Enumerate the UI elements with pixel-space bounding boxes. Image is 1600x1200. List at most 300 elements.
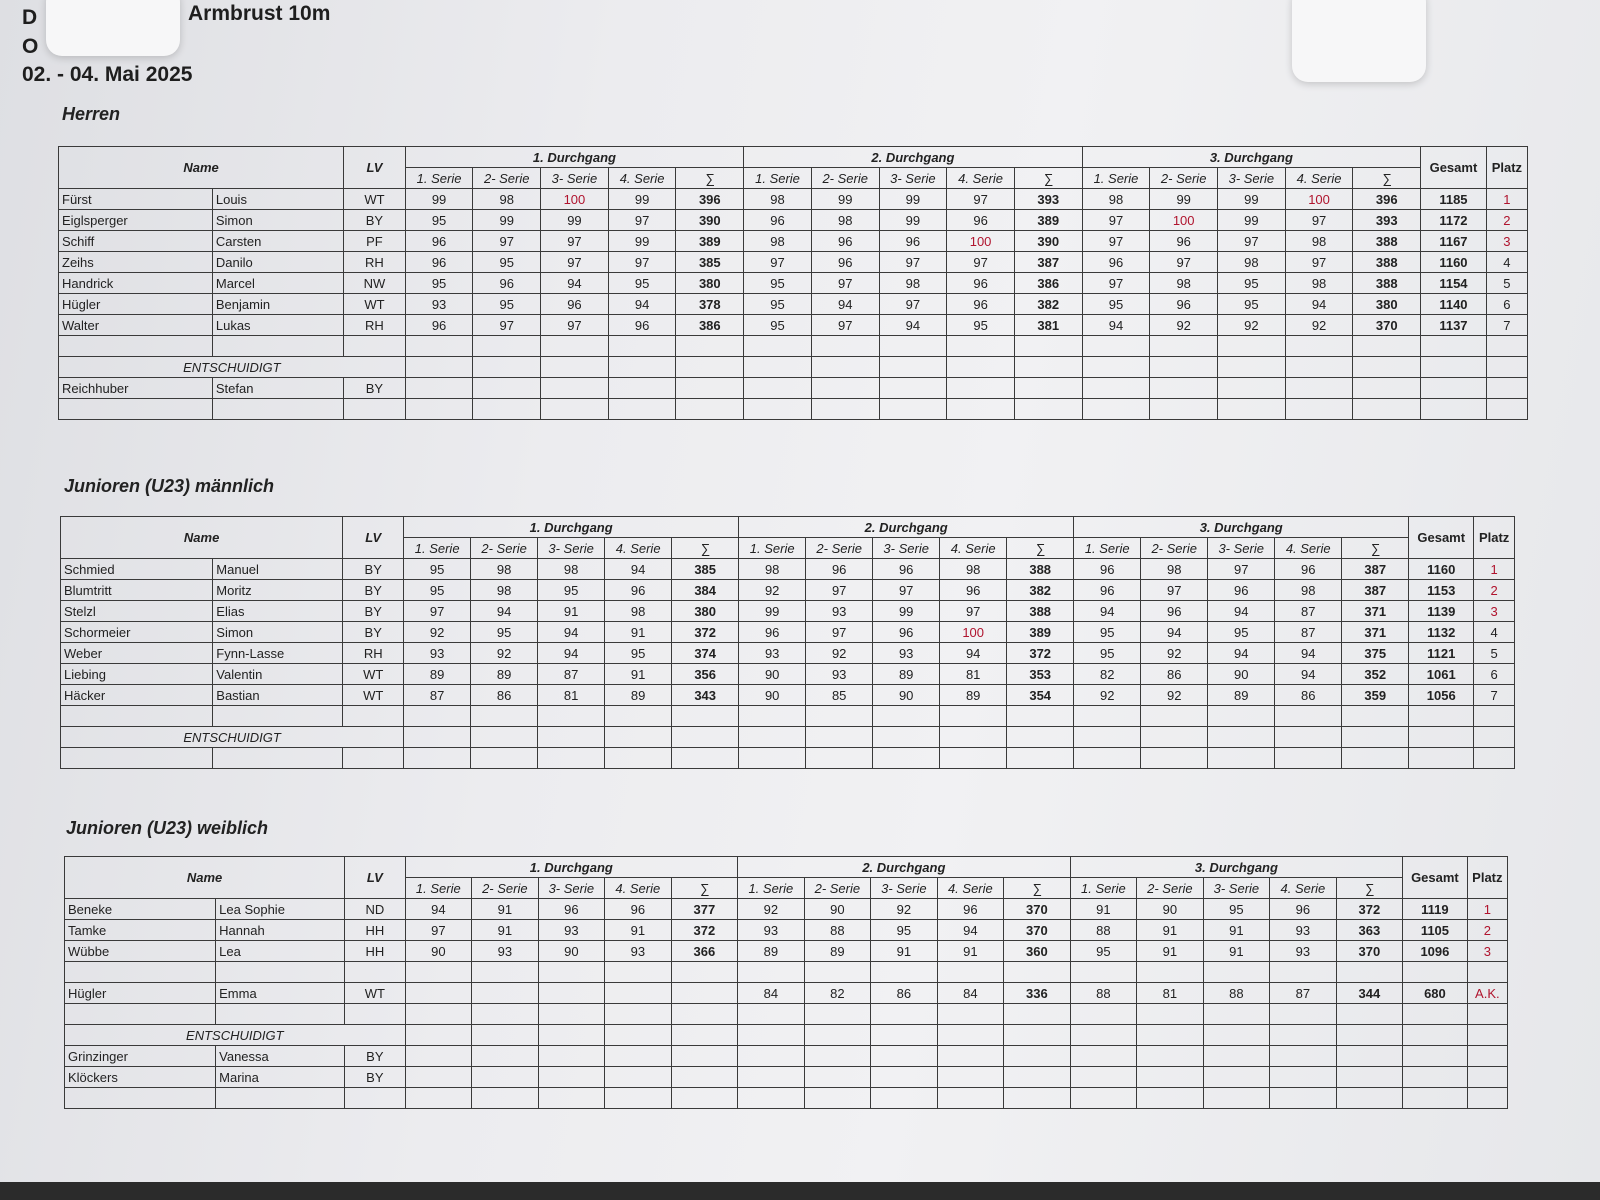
empty-cell <box>1474 748 1515 769</box>
series-sum: 372 <box>1336 899 1403 920</box>
series-score: 90 <box>873 685 940 706</box>
series-score: 81 <box>538 685 605 706</box>
series-header: 4. Serie <box>605 538 672 559</box>
series-score <box>1203 1046 1270 1067</box>
empty-cell <box>405 399 473 420</box>
lv-code: RH <box>343 643 404 664</box>
series-score: 99 <box>1150 189 1218 210</box>
series-score: 97 <box>1218 231 1286 252</box>
series-header: 4. Serie <box>1270 878 1337 899</box>
table-row <box>59 189 1528 210</box>
series-header: 3- Serie <box>871 878 938 899</box>
rank-header: Platz <box>1474 517 1515 559</box>
series-score <box>1137 1067 1204 1088</box>
empty-cell <box>879 399 947 420</box>
series-score: 88 <box>1070 983 1137 1004</box>
series-score: 88 <box>1203 983 1270 1004</box>
empty-cell <box>473 336 541 357</box>
empty-cell <box>811 336 879 357</box>
series-score: 89 <box>804 941 871 962</box>
series-sum <box>1004 1046 1071 1067</box>
empty-cell <box>1203 1025 1270 1046</box>
empty-cell <box>1137 1088 1204 1109</box>
first-name: Fynn-Lasse <box>213 643 343 664</box>
results-table-junioren-m <box>60 516 1515 769</box>
series-score: 94 <box>1275 664 1342 685</box>
series-score <box>871 1067 938 1088</box>
series-sum: 372 <box>672 622 739 643</box>
series-score: 96 <box>739 622 806 643</box>
series-score: 94 <box>1208 601 1275 622</box>
series-sum <box>1336 1046 1403 1067</box>
excused-label: ENTSCHUIDIGT <box>65 1025 406 1046</box>
series-score: 99 <box>879 189 947 210</box>
series-header: 2- Serie <box>804 878 871 899</box>
rank-header: Platz <box>1486 147 1527 189</box>
empty-cell <box>1203 1004 1270 1025</box>
series-sum: 389 <box>1007 622 1074 643</box>
series-sum: 374 <box>672 643 739 664</box>
rank: 3 <box>1486 231 1527 252</box>
rank <box>1467 1046 1507 1067</box>
section-title-junioren-w: Junioren (U23) weiblich <box>66 818 269 838</box>
series-score: 93 <box>472 941 539 962</box>
table-row <box>65 962 1508 983</box>
paper-clip <box>46 0 180 56</box>
lv-code: NW <box>344 273 406 294</box>
empty-cell <box>1150 357 1218 378</box>
empty-cell <box>873 748 940 769</box>
series-sum: 353 <box>1007 664 1074 685</box>
first-name: Moritz <box>213 580 343 601</box>
first-name: Lukas <box>212 315 343 336</box>
table-row <box>65 1046 1508 1067</box>
table-row <box>65 983 1508 1004</box>
empty-cell <box>672 748 739 769</box>
series-score: 93 <box>739 643 806 664</box>
rank: 7 <box>1486 315 1527 336</box>
empty-cell <box>804 962 871 983</box>
series-score: 97 <box>1082 231 1150 252</box>
series-header: 4. Serie <box>605 878 672 899</box>
series-sum <box>671 1067 738 1088</box>
series-sum: 370 <box>1004 920 1071 941</box>
total-score: 1119 <box>1403 899 1467 920</box>
series-score: 97 <box>608 252 676 273</box>
series-header: 1. Serie <box>405 168 473 189</box>
series-sum: 370 <box>1353 315 1421 336</box>
series-score: 94 <box>1074 601 1141 622</box>
empty-cell <box>1270 1004 1337 1025</box>
rank: 4 <box>1486 252 1527 273</box>
series-score: 92 <box>1074 685 1141 706</box>
empty-cell <box>1467 1025 1507 1046</box>
lv-code: WT <box>345 983 405 1004</box>
empty-cell <box>405 1025 472 1046</box>
empty-cell <box>1270 1025 1337 1046</box>
empty-cell <box>538 727 605 748</box>
empty-cell <box>671 1004 738 1025</box>
table-row <box>59 273 1528 294</box>
series-score <box>405 1046 472 1067</box>
empty-cell <box>1007 706 1074 727</box>
empty-cell <box>871 1004 938 1025</box>
series-score: 91 <box>538 601 605 622</box>
series-score: 97 <box>1285 210 1353 231</box>
series-score: 90 <box>739 685 806 706</box>
lv-code: HH <box>345 920 405 941</box>
series-score: 91 <box>1137 941 1204 962</box>
series-score: 85 <box>806 685 873 706</box>
series-score: 89 <box>605 685 672 706</box>
series-sum: 366 <box>671 941 738 962</box>
series-score: 92 <box>1150 315 1218 336</box>
first-name: Stefan <box>212 378 343 399</box>
series-score: 88 <box>804 920 871 941</box>
first-name: Carsten <box>212 231 343 252</box>
table-row <box>59 231 1528 252</box>
series-score <box>405 378 473 399</box>
series-score: 93 <box>605 941 672 962</box>
empty-cell <box>1203 1088 1270 1109</box>
name-header: Name <box>61 517 343 559</box>
empty-cell <box>1137 1004 1204 1025</box>
last-name: Walter <box>59 315 213 336</box>
series-header: 1. Serie <box>1070 878 1137 899</box>
series-score <box>1285 378 1353 399</box>
series-score: 99 <box>873 601 940 622</box>
empty-cell <box>738 1025 805 1046</box>
rank: 1 <box>1486 189 1527 210</box>
table-row <box>61 727 1515 748</box>
empty-cell <box>744 357 812 378</box>
empty-cell <box>1082 357 1150 378</box>
series-score: 96 <box>605 580 672 601</box>
series-score: 95 <box>538 580 605 601</box>
series-sum <box>1014 378 1082 399</box>
empty-cell <box>59 336 213 357</box>
empty-cell <box>1004 1004 1071 1025</box>
total-score: 1153 <box>1409 580 1474 601</box>
lv-header: LV <box>344 147 406 189</box>
series-score: 96 <box>1141 601 1208 622</box>
last-name: Schmied <box>61 559 213 580</box>
series-header: 4. Serie <box>1275 538 1342 559</box>
empty-cell <box>1074 727 1141 748</box>
empty-cell <box>541 336 609 357</box>
empty-cell <box>1218 336 1286 357</box>
lv-header: LV <box>343 517 404 559</box>
series-score <box>1203 1067 1270 1088</box>
series-score: 95 <box>744 315 812 336</box>
series-score: 98 <box>744 231 812 252</box>
lv-code: BY <box>345 1067 405 1088</box>
empty-cell <box>404 727 471 748</box>
empty-cell <box>605 1088 672 1109</box>
series-score: 84 <box>937 983 1004 1004</box>
series-sum: 336 <box>1004 983 1071 1004</box>
series-score: 95 <box>1074 643 1141 664</box>
series-score: 95 <box>1218 273 1286 294</box>
series-header: 2- Serie <box>473 168 541 189</box>
series-score: 100 <box>947 231 1015 252</box>
series-score: 98 <box>1285 273 1353 294</box>
series-score: 95 <box>1218 294 1286 315</box>
empty-cell <box>806 727 873 748</box>
empty-cell <box>1285 357 1353 378</box>
empty-cell <box>216 1004 345 1025</box>
series-header: 4. Serie <box>947 168 1015 189</box>
empty-cell <box>65 1088 216 1109</box>
paper-clip <box>1292 0 1426 82</box>
series-score: 93 <box>873 643 940 664</box>
series-sum: 378 <box>676 294 744 315</box>
empty-cell <box>947 399 1015 420</box>
empty-cell <box>1218 399 1286 420</box>
event-title: Armbrust 10m <box>188 2 331 25</box>
rank: A.K. <box>1467 983 1507 1004</box>
empty-cell <box>1150 336 1218 357</box>
total-score: 1137 <box>1421 315 1487 336</box>
series-sum: 396 <box>676 189 744 210</box>
table-row <box>61 706 1515 727</box>
series-header: 4. Serie <box>937 878 1004 899</box>
empty-cell <box>65 1004 216 1025</box>
series-score: 82 <box>804 983 871 1004</box>
series-header: 2- Serie <box>472 878 539 899</box>
series-score: 95 <box>473 252 541 273</box>
series-score: 81 <box>1137 983 1204 1004</box>
series-score: 87 <box>1275 622 1342 643</box>
rank: 4 <box>1474 622 1515 643</box>
empty-cell <box>671 1088 738 1109</box>
series-header: 4. Serie <box>608 168 676 189</box>
series-score: 93 <box>404 643 471 664</box>
empty-cell <box>1004 962 1071 983</box>
last-name: Hügler <box>59 294 213 315</box>
lv-code: HH <box>345 941 405 962</box>
table-row <box>59 357 1528 378</box>
series-header: 3- Serie <box>538 538 605 559</box>
rank: 2 <box>1467 920 1507 941</box>
series-score: 95 <box>473 294 541 315</box>
empty-cell <box>806 706 873 727</box>
series-sum: 384 <box>672 580 739 601</box>
series-header: 1. Serie <box>744 168 812 189</box>
series-score: 98 <box>739 559 806 580</box>
series-header: 3- Serie <box>873 538 940 559</box>
empty-cell <box>806 748 873 769</box>
empty-cell <box>804 1088 871 1109</box>
series-score: 94 <box>811 294 879 315</box>
series-score: 91 <box>605 920 672 941</box>
table-row <box>65 1025 1508 1046</box>
series-score: 94 <box>1285 294 1353 315</box>
series-score: 98 <box>940 559 1007 580</box>
series-score: 96 <box>405 252 473 273</box>
series-score: 97 <box>879 294 947 315</box>
series-score: 92 <box>738 899 805 920</box>
lv-code: RH <box>344 252 406 273</box>
series-score: 91 <box>1070 899 1137 920</box>
series-score <box>472 1067 539 1088</box>
empty-cell <box>1336 1004 1403 1025</box>
series-sum: 388 <box>1007 601 1074 622</box>
series-sum: 372 <box>1007 643 1074 664</box>
empty-cell <box>216 962 345 983</box>
lv-code: BY <box>343 580 404 601</box>
series-score: 89 <box>873 664 940 685</box>
table-row <box>59 315 1528 336</box>
sum-header: ∑ <box>1336 878 1403 899</box>
total-score: 1061 <box>1409 664 1474 685</box>
series-score <box>1137 1046 1204 1067</box>
series-score: 93 <box>806 601 873 622</box>
series-sum: 356 <box>672 664 739 685</box>
last-name: Häcker <box>61 685 213 706</box>
series-sum: 388 <box>1353 252 1421 273</box>
series-score: 96 <box>947 294 1015 315</box>
series-sum: 382 <box>1014 294 1082 315</box>
series-sum: 387 <box>1342 580 1409 601</box>
total-score: 1121 <box>1409 643 1474 664</box>
last-name: Hügler <box>65 983 216 1004</box>
total-header: Gesamt <box>1409 517 1474 559</box>
series-score: 99 <box>811 189 879 210</box>
series-score: 97 <box>541 231 609 252</box>
series-score: 96 <box>811 231 879 252</box>
durchgang-header: 3. Durchgang <box>1082 147 1420 168</box>
series-score <box>1270 1046 1337 1067</box>
series-score: 94 <box>1275 643 1342 664</box>
series-sum <box>676 378 744 399</box>
empty-cell <box>216 1088 345 1109</box>
series-header: 1. Serie <box>404 538 471 559</box>
sum-header: ∑ <box>1004 878 1071 899</box>
series-score: 97 <box>1285 252 1353 273</box>
series-score: 98 <box>471 580 538 601</box>
empty-cell <box>345 1004 405 1025</box>
series-score: 91 <box>472 899 539 920</box>
table-row <box>61 559 1515 580</box>
series-score: 91 <box>937 941 1004 962</box>
first-name: Danilo <box>212 252 343 273</box>
series-score: 93 <box>538 920 605 941</box>
series-score: 87 <box>404 685 471 706</box>
total-score: 1160 <box>1421 252 1487 273</box>
series-score: 92 <box>1141 685 1208 706</box>
header-line2: O <box>22 35 39 58</box>
last-name: Wübbe <box>65 941 216 962</box>
series-score <box>804 1067 871 1088</box>
series-score: 90 <box>538 941 605 962</box>
series-score: 99 <box>608 189 676 210</box>
series-header: 3- Serie <box>538 878 605 899</box>
rank <box>1467 1067 1507 1088</box>
empty-cell <box>538 748 605 769</box>
series-header: 1. Serie <box>738 878 805 899</box>
series-sum: 390 <box>1014 231 1082 252</box>
empty-cell <box>1421 399 1487 420</box>
series-score: 96 <box>608 315 676 336</box>
series-score: 91 <box>605 664 672 685</box>
empty-cell <box>738 1004 805 1025</box>
empty-cell <box>608 357 676 378</box>
empty-cell <box>871 962 938 983</box>
series-score <box>1082 378 1150 399</box>
empty-cell <box>1474 727 1515 748</box>
series-score <box>1218 378 1286 399</box>
lv-code: BY <box>343 622 404 643</box>
empty-cell <box>1070 1025 1137 1046</box>
series-score: 98 <box>811 210 879 231</box>
series-score: 99 <box>879 210 947 231</box>
series-score <box>811 378 879 399</box>
table-row <box>61 580 1515 601</box>
series-score: 91 <box>871 941 938 962</box>
series-sum: 352 <box>1342 664 1409 685</box>
event-date: 02. - 04. Mai 2025 <box>22 63 193 86</box>
series-sum: 385 <box>672 559 739 580</box>
empty-cell <box>1342 706 1409 727</box>
excused-label: ENTSCHUIDIGT <box>61 727 404 748</box>
durchgang-header: 1. Durchgang <box>404 517 739 538</box>
series-score: 96 <box>405 315 473 336</box>
rank: 6 <box>1474 664 1515 685</box>
empty-cell <box>937 1025 1004 1046</box>
empty-cell <box>1467 1088 1507 1109</box>
empty-cell <box>405 357 473 378</box>
series-score: 97 <box>1141 580 1208 601</box>
rank: 5 <box>1474 643 1515 664</box>
series-score <box>605 1067 672 1088</box>
series-sum: 393 <box>1353 210 1421 231</box>
series-score: 100 <box>1150 210 1218 231</box>
series-score: 99 <box>1218 189 1286 210</box>
empty-cell <box>1004 1088 1071 1109</box>
empty-cell <box>1403 962 1467 983</box>
series-score: 88 <box>1070 920 1137 941</box>
series-score: 95 <box>608 273 676 294</box>
series-sum: 371 <box>1342 601 1409 622</box>
series-score: 96 <box>879 231 947 252</box>
empty-cell <box>608 336 676 357</box>
first-name: Marina <box>216 1067 345 1088</box>
empty-cell <box>471 748 538 769</box>
empty-cell <box>472 962 539 983</box>
series-score: 94 <box>608 294 676 315</box>
series-sum: 396 <box>1353 189 1421 210</box>
series-score: 98 <box>471 559 538 580</box>
empty-cell <box>1203 962 1270 983</box>
empty-cell <box>1275 727 1342 748</box>
series-score: 96 <box>1150 294 1218 315</box>
empty-cell <box>1141 706 1208 727</box>
empty-cell <box>212 336 343 357</box>
series-score: 94 <box>405 899 472 920</box>
empty-cell <box>1074 748 1141 769</box>
series-score: 94 <box>605 559 672 580</box>
empty-cell <box>1275 706 1342 727</box>
sum-header: ∑ <box>1014 168 1082 189</box>
empty-cell <box>213 706 343 727</box>
series-score: 98 <box>605 601 672 622</box>
series-score: 96 <box>1208 580 1275 601</box>
series-sum: 354 <box>1007 685 1074 706</box>
empty-cell <box>940 706 1007 727</box>
series-score: 96 <box>473 273 541 294</box>
empty-cell <box>1474 706 1515 727</box>
